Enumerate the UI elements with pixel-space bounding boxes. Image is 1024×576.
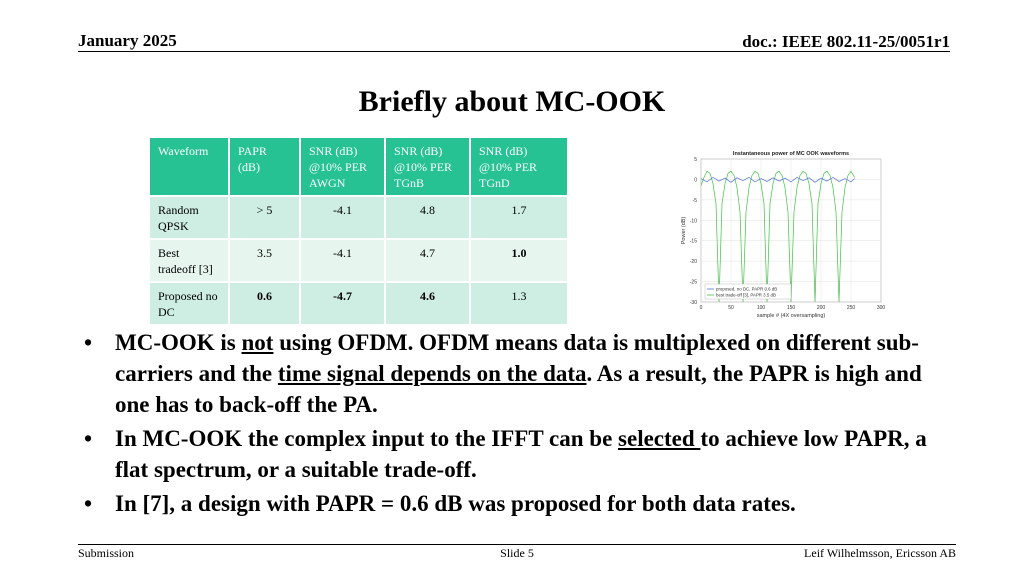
- header-doc-id: doc.: IEEE 802.11-25/0051r1: [742, 32, 950, 51]
- bullet-text: In [7], a design with PAPR = 0.6 dB was proposed for both data rates.: [115, 491, 796, 516]
- y-tick-label: 5: [694, 157, 697, 163]
- y-tick-label: -30: [689, 300, 697, 306]
- table-cell: Best tradeoff [3]: [150, 239, 229, 282]
- table-cell: 1.0: [470, 239, 567, 282]
- table-cell: -4.1: [300, 196, 385, 239]
- y-tick-label: -10: [689, 218, 697, 225]
- x-tick-label: 50: [728, 305, 734, 311]
- y-tick-label: -20: [689, 259, 697, 266]
- x-axis-label: sample # (4X oversampling): [756, 313, 826, 319]
- underlined-text: not: [241, 330, 274, 355]
- y-tick-label: 0: [694, 177, 697, 184]
- bullet-item: [84, 423, 944, 485]
- bullet-marker: •: [84, 330, 93, 355]
- table-cell: Random QPSK: [150, 196, 229, 239]
- table-cell: 3.5: [229, 239, 300, 282]
- y-tick-label: -25: [689, 279, 697, 286]
- table-cell: 4.8: [385, 196, 470, 239]
- footer-author: Leif Wilhelmsson, Ericsson AB: [804, 546, 956, 560]
- slide-title: Briefly about MC-OOK: [358, 85, 666, 118]
- x-tick-label: 100: [756, 305, 766, 311]
- table-header-row: [150, 138, 567, 196]
- footer-slide-number: Slide 5: [500, 546, 534, 560]
- x-tick-label: 200: [816, 305, 826, 311]
- chart-title: Instantaneous power of MC OOK waveforms: [732, 151, 850, 157]
- bullet-text: . As a result, the PAPR is high and one has to back-off the PA.: [115, 361, 922, 417]
- table-cell: 1.7: [470, 196, 567, 239]
- underlined-text: selected: [618, 426, 701, 451]
- footer-divider: [78, 544, 956, 545]
- table-header-cell: SNR (dB) @10% PER AWGN: [300, 138, 385, 196]
- y-axis-label: Power (dB): [681, 216, 687, 245]
- table-row: [150, 282, 567, 324]
- bullet-text: to achieve low PAPR, a flat spectrum, or a suitable trade-off.: [115, 426, 927, 482]
- power-waveform-chart: [668, 145, 898, 325]
- table-row: [150, 196, 567, 239]
- bullet-item: [84, 327, 944, 420]
- bullet-text: MC-OOK is: [115, 330, 242, 355]
- bullet-text: using OFDM. OFDM means data is multiplexed on different sub-carriers and the: [115, 330, 919, 386]
- table-row: [150, 239, 567, 282]
- underlined-text: time signal depends on the data: [277, 361, 587, 386]
- table-cell: 1.3: [470, 282, 567, 324]
- table-header-cell: Waveform: [150, 138, 229, 196]
- bullet-marker: •: [84, 426, 93, 451]
- table-cell: > 5: [229, 196, 300, 239]
- table-cell: 4.7: [385, 239, 470, 282]
- table-cell: Proposed no DC: [150, 282, 229, 324]
- header-date: January 2025: [78, 31, 177, 50]
- bullet-text: In MC-OOK the complex input to the IFFT can be: [115, 426, 619, 451]
- footer-submission: Submission: [78, 546, 135, 560]
- table-cell: 0.6: [229, 282, 300, 324]
- table-header-cell: SNR (dB) @10% PER TGnD: [470, 138, 567, 196]
- bullet-list: [84, 327, 944, 522]
- legend-entry: best trade-off [3], PAPR 3.5 dB: [716, 292, 776, 298]
- x-tick-label: 0: [699, 305, 703, 311]
- y-tick-label: -5: [692, 197, 697, 204]
- table-cell: 4.6: [385, 282, 470, 324]
- table-cell: -4.7: [300, 282, 385, 324]
- table-header-cell: SNR (dB) @10% PER TGnB: [385, 138, 470, 196]
- y-tick-label: -15: [689, 238, 697, 245]
- bullet-item: [84, 488, 944, 519]
- header-divider: [78, 51, 950, 52]
- table-cell: -4.1: [300, 239, 385, 282]
- legend-entry: proposed, no DC, PAPR 0.6 dB: [716, 286, 778, 292]
- waveform-comparison-table: [150, 138, 567, 324]
- bullet-marker: •: [84, 491, 93, 516]
- x-tick-label: 250: [846, 305, 856, 311]
- x-tick-label: 150: [786, 305, 796, 311]
- x-tick-label: 300: [876, 305, 886, 311]
- table-header-cell: PAPR (dB): [229, 138, 300, 196]
